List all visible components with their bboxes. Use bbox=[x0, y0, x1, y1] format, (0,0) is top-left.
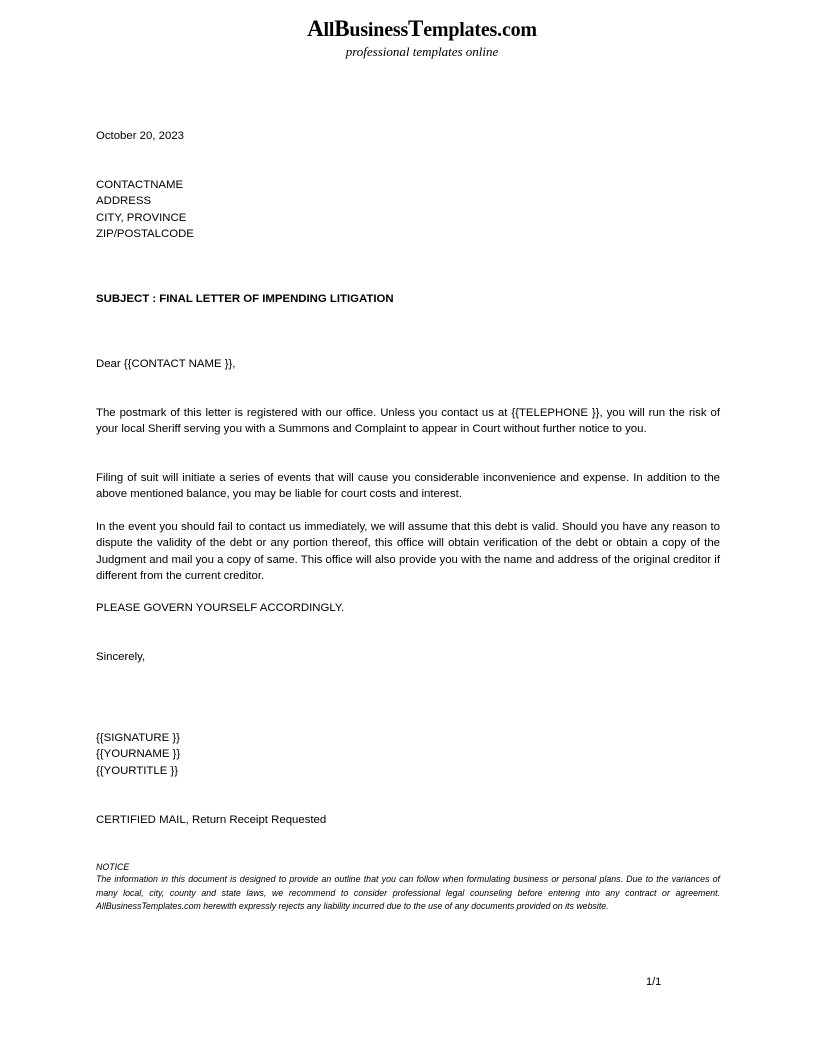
paragraph: The postmark of this letter is registered with our office. Unless you contact us at {{TELEPHONE }}, you will run the risk of your local Sheriff serving you with a Summons and Complaint to appear in Court without further notice to you. bbox=[96, 407, 720, 436]
letter-subject: SUBJECT : FINAL LETTER OF IMPENDING LITIGATION bbox=[96, 293, 394, 305]
signature-placeholder: {{SIGNATURE }} bbox=[96, 732, 180, 744]
salutation: Dear {{CONTACT NAME }}, bbox=[96, 358, 236, 370]
paragraph: In the event you should fail to contact us immediately, we will assume that this debt is valid. Should you have any reason to dispute the validity of the debt or any portion thereof, this office will obtain verification of the debt or obtain a copy of the Judgment and mail you a copy of same. This office will also provide you with the name and address of the original creditor if different from the current creditor. bbox=[96, 521, 720, 583]
address-line: CONTACTNAME bbox=[96, 179, 184, 191]
address-line: CITY, PROVINCE bbox=[96, 211, 187, 224]
notice-text: The information in this document is designed to provide an outline that you can follow when formulating business or personal plans. Due to the variances of many local, city, county and state laws, we recommend to consider professional legal counseling before entering into any contract or agreement. AllBusinessTemplates.com herewith expressly rejects any liability incurred due to the use of any documents provided on its website. bbox=[96, 874, 720, 911]
recipient-address bbox=[96, 177, 720, 243]
govern-statement: PLEASE GOVERN YOURSELF ACCORDINGLY. bbox=[96, 602, 345, 614]
name-placeholder: {{YOURNAME }} bbox=[96, 748, 181, 761]
address-line: ZIP/POSTALCODE bbox=[96, 228, 194, 241]
certified-mail-note: CERTIFIED MAIL, Return Receipt Requested bbox=[96, 814, 327, 826]
page-number: 1/1 bbox=[646, 976, 662, 988]
closing: Sincerely, bbox=[96, 651, 146, 663]
letter-date: October 20, 2023 bbox=[96, 130, 185, 142]
site-logo: AllBusinessTemplates.com bbox=[307, 16, 537, 41]
site-tagline: professional templates online bbox=[345, 44, 499, 59]
address-line: ADDRESS bbox=[96, 195, 152, 208]
notice-title: NOTICE bbox=[96, 862, 130, 872]
signature-block bbox=[96, 730, 720, 779]
paragraph: Filing of suit will initiate a series of events that will cause you considerable inconvenience and expense. In addition to the above mentioned balance, you may be liable for court costs and interest. bbox=[96, 472, 720, 501]
title-placeholder: {{YOURTITLE }} bbox=[96, 764, 179, 777]
